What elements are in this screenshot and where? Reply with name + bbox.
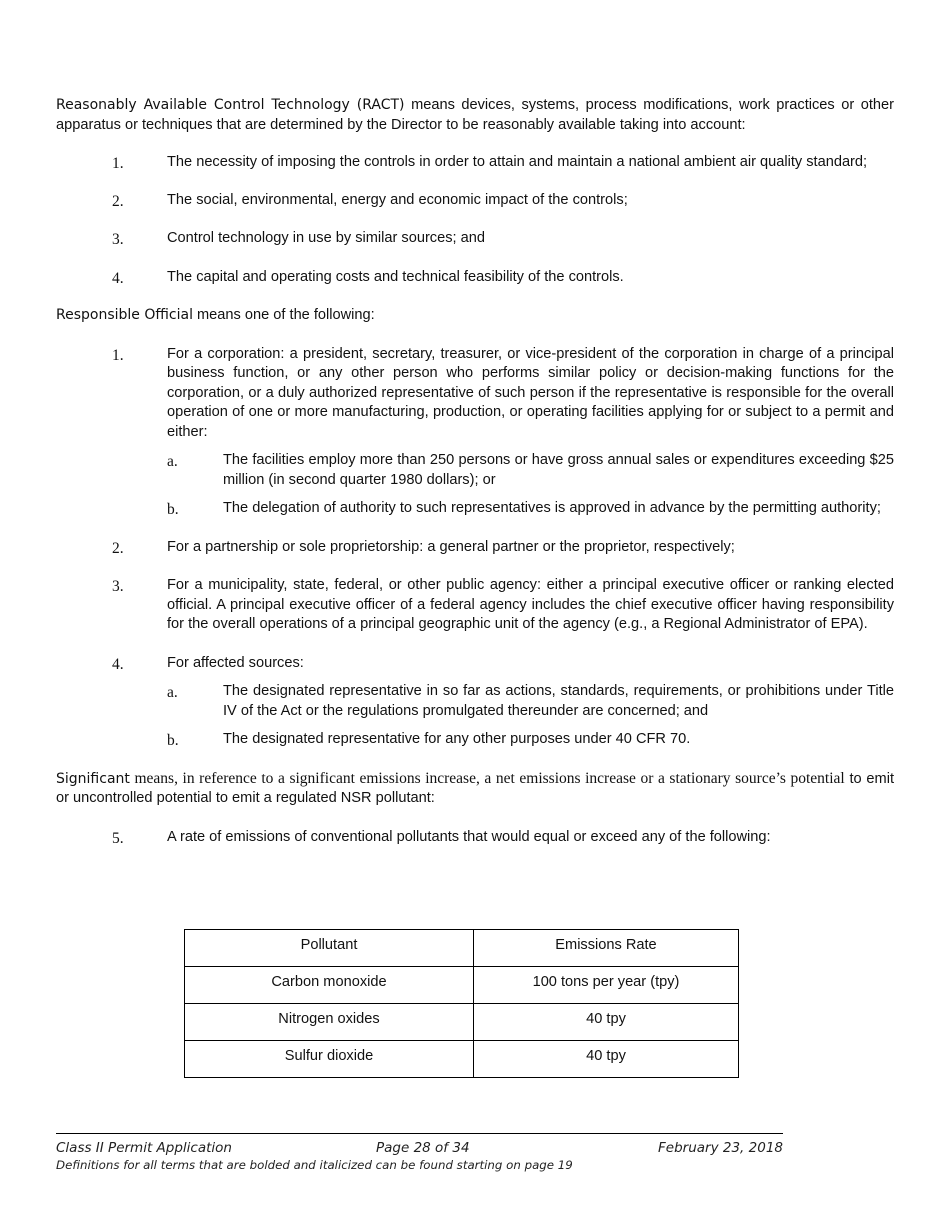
footer-document-title: Class II Permit Application [56,1140,232,1156]
corporation-sublist [167,451,894,519]
list-marker: 1. [112,155,124,172]
list-item-text: The social, environmental, energy and economic impact of the controls; [167,191,628,208]
list-item [56,153,894,173]
table-cell: Carbon monoxide [185,967,474,1004]
ract-factors-list [56,153,894,287]
footer-date: February 23, 2018 [658,1140,783,1156]
list-item-text: A rate of emissions of conventional pollutants that would equal or exceed any of the following: [167,828,771,845]
sublist-item-text: The facilities employ more than 250 persons or have gross annual sales or expenditures exceeding $25 million (in second quarter 1980 dollars); or [223,452,894,488]
list-item-text: For affected sources: [167,654,304,671]
footer-page-number: Page 28 of 34 [376,1140,470,1156]
sublist-marker: a. [167,453,178,470]
emissions-rate-table [184,929,739,1078]
list-item-text: Control technology in use by similar sources; and [167,230,485,246]
responsible-official-definition [56,306,894,326]
table-row [185,967,739,1004]
list-item-text: The necessity of imposing the controls in order to attain and maintain a national ambient air quality standard; [167,154,868,170]
ract-definition-text: means devices, systems, process modifications, work practices or other apparatus or techniques that are determined by the Director to be reasonably available taking into account: [56,97,895,133]
significant-list [56,828,894,848]
list-item [56,576,894,635]
footer-row [56,1139,783,1158]
table-cell: 40 tpy [474,1041,739,1078]
sublist-marker: b. [167,501,179,518]
list-marker: 2. [112,192,124,210]
sublist-marker: b. [167,732,179,749]
list-item-text: For a municipality, state, federal, or other public agency: either a principal executive officer or ranking elected official. A principal executive officer of a federal agency includes the chief executive officer having responsibility for the overall operations of a principal geographic unit of the agency (e.g., a Regional Administrator of EPA). [167,577,894,632]
sublist-item [167,451,894,490]
ract-definition [56,96,894,135]
table-cell: Nitrogen oxides [185,1004,474,1041]
page-footer [56,1139,783,1172]
table-header-row [185,930,739,967]
list-marker: 4. [112,655,124,673]
list-item [56,828,894,848]
document-body [56,96,894,847]
sublist-item [167,499,894,519]
footer-divider [56,1133,783,1134]
list-item [56,268,894,288]
list-item [56,191,894,211]
list-marker: 5. [112,829,124,847]
table-cell: 100 tons per year (tpy) [474,967,739,1004]
significant-text-serif: means, in reference to a significant emissions increase, a net emissions increase or a stationary source’s potential [129,769,845,787]
ract-term: Reasonably Available Control Technology (RACT) [56,97,405,113]
sublist-marker: a. [167,684,178,701]
significant-text-tail: to emit or uncontrolled potential to emit a regulated NSR pollutant: [56,770,894,806]
responsible-official-list [56,345,894,750]
sublist-item-text: The designated representative for any other purposes under 40 CFR 70. [223,731,691,747]
responsible-official-text: means one of the following: [192,307,375,323]
significant-definition [56,769,894,809]
list-marker: 4. [112,269,124,287]
list-item [56,345,894,519]
table-cell: 40 tpy [474,1004,739,1041]
list-marker: 1. [112,346,124,364]
list-item-text: For a partnership or sole proprietorship: a general partner or the proprietor, respectively; [167,538,735,555]
sublist-item-text: The designated representative in so far as actions, standards, requirements, or prohibitions under Title IV of the Act or the regulations promulgated thereunder are concerned; and [223,683,894,719]
list-marker: 3. [112,231,124,248]
list-item [56,538,894,558]
sublist-item [167,730,894,750]
table-header-emissions-rate: Emissions Rate [474,930,739,967]
sublist-item [167,682,894,721]
table-cell: Sulfur dioxide [185,1041,474,1078]
list-item [56,229,894,249]
list-item-text: For a corporation: a president, secretary, treasurer, or vice-president of the corporation in charge of a principal business function, or any other person who performs similar policy or decision-making functions for the corporation, or a duly authorized representative of such person if the representative is responsible for the overall operation of one or more manufacturing, production, or operating facilities applying for or subject to a permit and either: [167,345,894,440]
footer-note: Definitions for all terms that are bolded and italicized can be found starting on page 19 [56,1158,573,1172]
list-marker: 3. [112,578,124,595]
table-row [185,1041,739,1078]
table-row [185,1004,739,1041]
list-item [56,654,894,750]
table-header-pollutant: Pollutant [185,930,474,967]
significant-term: Significant [56,770,130,787]
sublist-item-text: The delegation of authority to such representatives is approved in advance by the permitting authority; [223,500,881,516]
responsible-official-term: Responsible Official [56,307,193,323]
list-item-text: The capital and operating costs and technical feasibility of the controls. [167,268,624,285]
list-marker: 2. [112,539,124,557]
affected-sources-sublist [167,682,894,750]
